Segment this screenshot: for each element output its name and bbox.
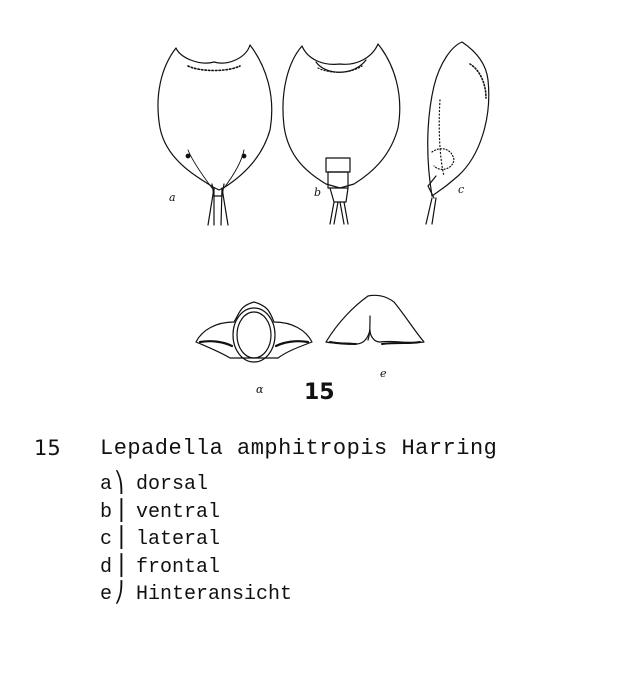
brace-glyph: ⎟ (114, 552, 124, 577)
brace-glyph: ⎟ (114, 525, 124, 549)
view-list (100, 470, 292, 608)
label-b: b (314, 186, 322, 199)
view-name: frontal (136, 555, 221, 579)
sketch-frontal (196, 302, 312, 362)
label-alpha: α (256, 383, 264, 396)
view-name: ventral (136, 500, 221, 524)
view-letter: b (100, 500, 113, 524)
view-name: Hinteransicht (136, 583, 293, 606)
list-item (100, 580, 292, 608)
view-letter: d (100, 555, 113, 579)
view-name: lateral (136, 528, 221, 551)
species-name: Lepadella amphitropis Harring (100, 436, 498, 461)
sketch-rear (326, 295, 424, 344)
view-name: dorsal (136, 473, 209, 496)
view-letter: c (100, 528, 113, 551)
sketch-lateral (426, 42, 489, 224)
label-a: a (169, 191, 176, 204)
figure-number: 15 (304, 380, 335, 405)
label-e: e (380, 367, 387, 380)
brace-glyph: ⎠ (114, 580, 124, 604)
label-c: c (458, 183, 465, 196)
caption-number: 15 (34, 436, 61, 460)
list-item (100, 498, 292, 526)
list-item (100, 553, 292, 581)
view-letter: e (100, 583, 113, 606)
list-item (100, 525, 292, 553)
brace-glyph: ⎞ (114, 470, 124, 494)
view-letter: a (100, 473, 113, 496)
list-item (100, 470, 292, 498)
brace-glyph: ⎟ (114, 497, 124, 522)
sketch-ventral (283, 44, 400, 224)
